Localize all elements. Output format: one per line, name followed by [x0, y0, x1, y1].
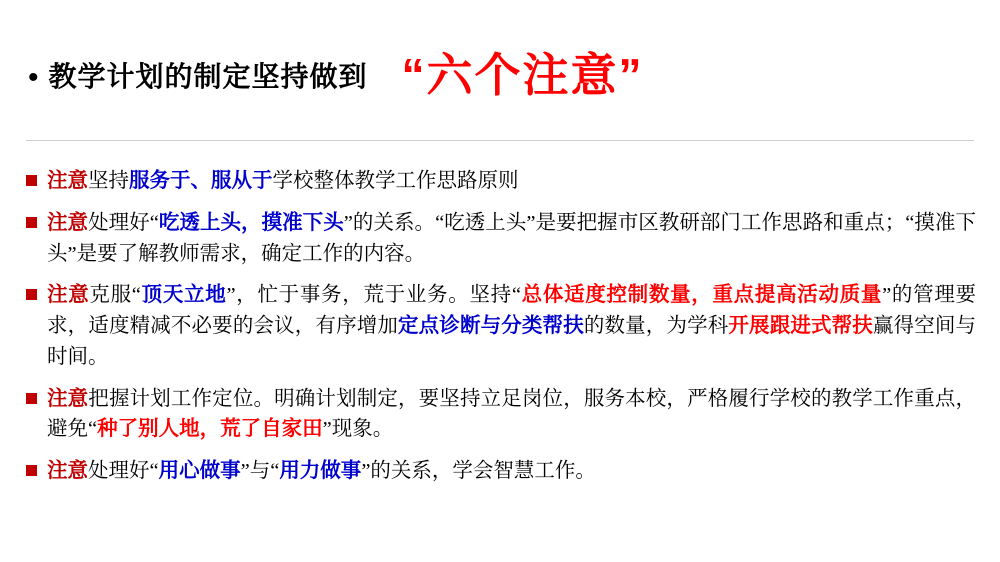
list-item: [26, 384, 976, 446]
text-run: 克服“: [89, 284, 141, 307]
title-main-text: 教学计划的制定坚持做到: [48, 61, 368, 92]
title-emphasis-text: “六个注意”: [401, 49, 644, 101]
list-item-keyword: 注意: [47, 387, 89, 410]
list-item-text: [47, 456, 976, 487]
text-run: 服务于、服从于: [129, 170, 273, 192]
bullet-square-icon: [26, 393, 37, 404]
text-run: 定点诊断与分类帮扶: [398, 315, 584, 337]
text-run: 用心做事: [158, 460, 241, 482]
text-run: ”与“: [240, 460, 280, 482]
list-item-text: [47, 208, 976, 270]
bullet-square-icon: [26, 465, 37, 476]
text-run: 种了别人地，荒了自家田: [97, 418, 323, 441]
bullet-square-icon: [26, 289, 37, 300]
title-bullet-icon: •: [28, 61, 39, 94]
bullet-square-icon: [26, 217, 37, 228]
bullet-square-icon: [26, 175, 37, 186]
list-item-text: [47, 280, 976, 372]
text-run: 顶天立地: [140, 284, 227, 307]
list-item: [26, 166, 976, 197]
title-divider: [26, 140, 974, 141]
text-run: ”，忙于事务，荒于业务。坚持“: [226, 284, 521, 307]
text-run: 处理好“: [88, 211, 159, 234]
text-run: 吃透上头，摸准下头: [158, 211, 344, 234]
text-run: ”的管理要求，适度精减不必要的会议，有序增加: [47, 284, 977, 337]
list-item-keyword: 注意: [47, 460, 88, 482]
text-run: 用力做事: [279, 460, 362, 482]
list-item-text: [47, 166, 976, 197]
list-item: [26, 280, 976, 372]
content-list: [26, 166, 976, 498]
text-run: 处理好“: [88, 460, 159, 482]
text-run: 开展跟进式帮扶: [728, 315, 873, 337]
slide-title: [28, 49, 972, 101]
text-run: 总体适度控制数量，重点提高活动质量: [520, 284, 883, 307]
text-run: 学校整体教学工作思路原则: [272, 170, 519, 192]
list-item-keyword: 注意: [47, 170, 88, 192]
text-run: 把握计划工作定位。明确计划制定，要坚持立足岗位，服务本校，严格履行学校的教学工作重点，避免“: [47, 387, 976, 441]
text-run: 的数量，为学科: [583, 315, 729, 337]
text-run: 坚持: [88, 170, 129, 192]
list-item-keyword: 注意: [47, 211, 89, 234]
text-run: ”的关系。“吃透上头”是要把握市区教研部门工作思路和重点；“摸准下头”是要了解教师需求，确定工作的内容。: [47, 211, 976, 265]
list-item-keyword: 注意: [47, 284, 90, 307]
text-run: 赢得空间与时间。: [47, 315, 977, 368]
list-item: [26, 456, 976, 487]
list-item: [26, 208, 976, 270]
list-item-text: [47, 384, 976, 446]
text-run: ”现象。: [322, 418, 394, 441]
text-run: ”的关系，学会智慧工作。: [361, 460, 596, 482]
